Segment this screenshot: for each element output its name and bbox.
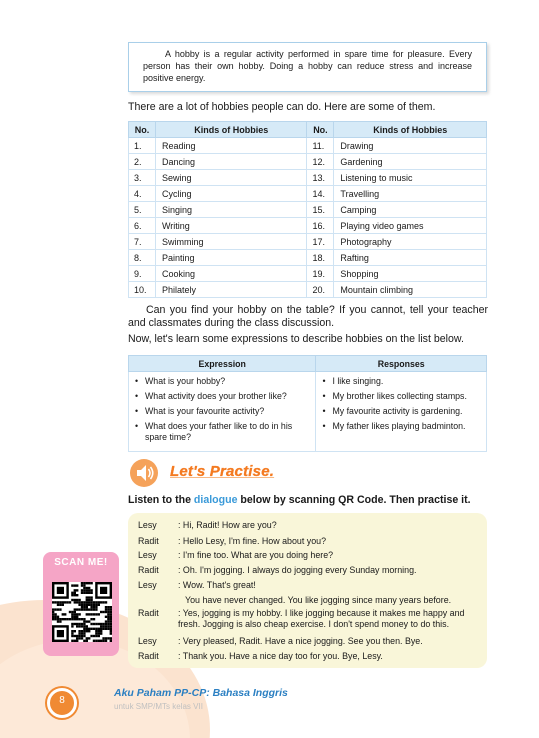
question-paragraph: Can you find your hobby on the table? If you cannot, tell your teacher and classmates during the class discussion. [128,304,488,329]
responses-cell [316,372,487,452]
now-paragraph: Now, let's learn some expressions to describe hobbies on the list below. [128,333,464,345]
row-number: 11. [307,138,334,154]
hobby-name: Mountain climbing [334,282,487,298]
hobby-name: Writing [155,218,307,234]
listening-instruction [128,494,471,506]
hobby-name: Photography [334,234,487,250]
intro-text: A hobby is a regular activity performed in spare time for pleasure. Every person has their own hobby. Doing a hobby can reduce stress and increase positive energy. [143,49,472,83]
speaker-name: Lesy [138,550,157,560]
dialogue-text: : Hello Lesy, I'm fine. How about you? [178,536,327,546]
header-hobbies: Kinds of Hobbies [155,122,307,138]
row-number: 10. [129,282,156,298]
speaker-icon [130,459,158,487]
row-number: 8. [129,250,156,266]
row-number: 9. [129,266,156,282]
dialogue-text: : Oh. I'm jogging. I always do jogging every Sunday morning. [178,565,417,575]
hobby-name: Swimming [155,234,307,250]
scan-label: SCAN ME! [54,557,108,568]
dialogue-text: : Hi, Radit! How are you? [178,520,277,530]
row-number: 13. [307,170,334,186]
table-row [129,250,487,266]
row-number: 3. [129,170,156,186]
header-hobbies: Kinds of Hobbies [334,122,487,138]
instruction-start: Listen to the [128,494,194,506]
header-expression: Expression [129,356,316,372]
hobby-name: Rafting [334,250,487,266]
book-title: Aku Paham PP-CP: Bahasa Inggris [114,687,288,699]
response-item: • My favourite activity is gardening. [320,406,482,417]
hobby-name: Painting [155,250,307,266]
hobbies-table-body [129,138,487,298]
table-header-row [129,356,487,372]
row-number: 15. [307,202,334,218]
expression-item: • What is your hobby? [133,376,311,387]
dialogue-box [128,513,487,668]
table-row [129,186,487,202]
table-row [129,282,487,298]
hobby-name: Drawing [334,138,487,154]
qr-code-icon [52,582,112,642]
row-number: 16. [307,218,334,234]
hobby-name: Dancing [155,154,307,170]
page-number: 8 [59,695,65,706]
table-row [129,154,487,170]
hobbies-table [128,121,487,298]
table-row [129,266,487,282]
row-number: 19. [307,266,334,282]
dialogue-text: You have never changed. You like jogging since many years before. [185,595,452,605]
hobby-name: Cycling [155,186,307,202]
speaker-name: Lesy [138,636,157,646]
hobby-name: Reading [155,138,307,154]
row-number: 17. [307,234,334,250]
response-item: • My father likes playing badminton. [320,421,482,432]
responses-list [320,376,482,432]
expression-item: • What is your favourite activity? [133,406,311,417]
speaker-name: Lesy [138,520,157,530]
dialogue-text: : Very pleased, Radit. Have a nice jogging. See you then. Bye. [178,636,423,646]
speaker-name: Radit [138,651,159,661]
speaker-name: Radit [138,608,159,618]
hobby-name: Travelling [334,186,487,202]
qr-code[interactable] [52,582,112,642]
table-row [129,234,487,250]
hobby-name: Listening to music [334,170,487,186]
dialogue-text: : I'm fine too. What are you doing here? [178,550,334,560]
book-subtitle: untuk SMP/MTs kelas VII [114,702,203,711]
lead-paragraph: There are a lot of hobbies people can do. Here are some of them. [128,101,436,113]
row-number: 7. [129,234,156,250]
speaker-name: Radit [138,536,159,546]
header-no: No. [129,122,156,138]
expression-item: • What does your father like to do in his spare time? [133,421,311,443]
dialogue-text: : Wow. That's great! [178,580,256,590]
row-number: 6. [129,218,156,234]
header-no: No. [307,122,334,138]
table-row [129,138,487,154]
row-number: 12. [307,154,334,170]
dialogue-text: : Yes, jogging is my hobby. I like jogging because it makes me happy and fresh. Jogging is also cheap exercise. I don't spend money to do this. [178,608,465,629]
table-row [129,202,487,218]
expression-item: • What activity does your brother like? [133,391,311,402]
row-number: 14. [307,186,334,202]
table-row [129,372,487,452]
speaker-name: Radit [138,565,159,575]
hobby-name: Sewing [155,170,307,186]
row-number: 5. [129,202,156,218]
table-row [129,170,487,186]
hobby-name: Cooking [155,266,307,282]
speaker-name: Lesy [138,580,157,590]
row-number: 1. [129,138,156,154]
table-header-row [129,122,487,138]
row-number: 20. [307,282,334,298]
dialogue-text: : Thank you. Have a nice day too for you. Bye, Lesy. [178,651,383,661]
expression-table [128,355,487,452]
header-responses: Responses [316,356,487,372]
hobby-name: Singing [155,202,307,218]
hobby-name: Shopping [334,266,487,282]
row-number: 2. [129,154,156,170]
row-number: 4. [129,186,156,202]
hobby-name: Playing video games [334,218,487,234]
intro-box [128,42,487,92]
hobby-name: Philately [155,282,307,298]
table-row [129,218,487,234]
hobby-name: Camping [334,202,487,218]
instruction-end: below by scanning QR Code. Then practise it. [237,494,471,506]
expressions-cell [129,372,316,452]
instruction-highlight: dialogue [193,494,238,506]
expressions-list [133,376,311,443]
response-item: • I like singing. [320,376,482,387]
response-item: • My brother likes collecting stamps. [320,391,482,402]
row-number: 18. [307,250,334,266]
hobby-name: Gardening [334,154,487,170]
practise-title: Let's Practise. [170,463,275,480]
